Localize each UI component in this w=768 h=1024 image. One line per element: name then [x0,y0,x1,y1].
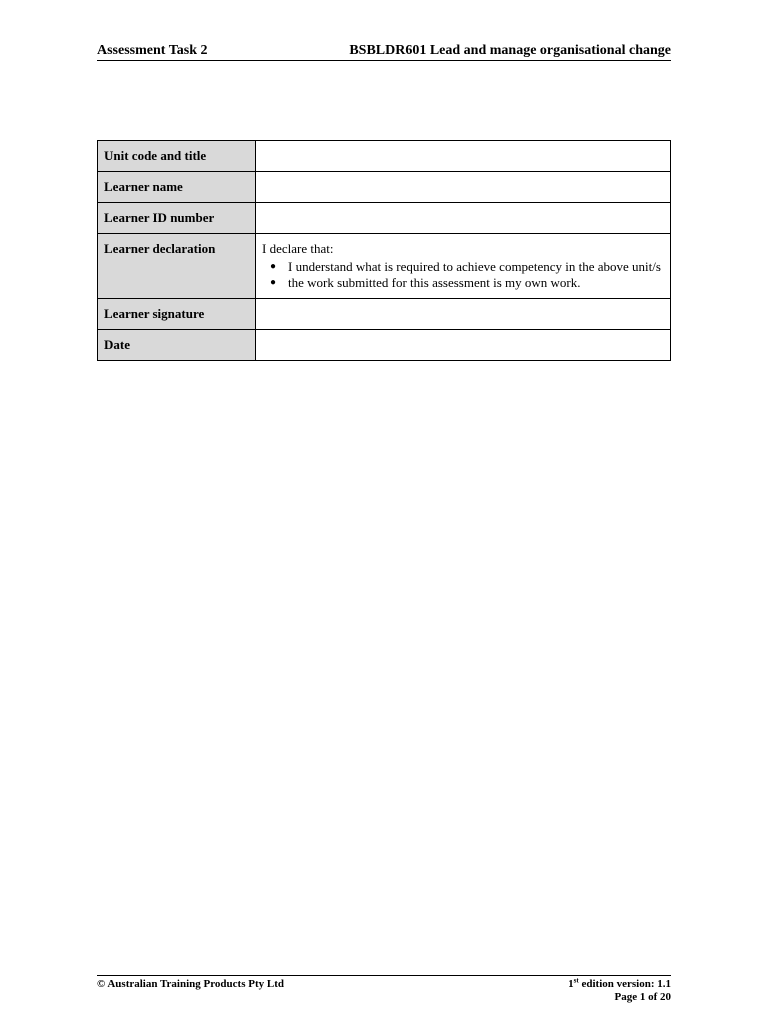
learner-declaration-table [97,140,671,361]
bullet-icon: ● [270,277,277,288]
list-item [262,259,664,275]
learner-signature-label: Learner signature [98,299,256,330]
page-header [97,42,671,61]
learner-id-field[interactable] [256,203,671,234]
bullet-icon: ● [270,261,277,272]
date-field[interactable] [256,330,671,361]
learner-declaration-cell [256,234,671,299]
learner-signature-field[interactable] [256,299,671,330]
date-label: Date [98,330,256,361]
table-row [98,203,671,234]
learner-name-label: Learner name [98,172,256,203]
table-row [98,330,671,361]
footer-copyright: © Australian Training Products Pty Ltd [97,978,284,990]
table-row [98,141,671,172]
learner-id-label: Learner ID number [98,203,256,234]
footer-page-number: Page 1 of 20 [614,991,671,1003]
page-footer [97,975,671,1003]
table-row [98,299,671,330]
edition-suffix: st [573,976,579,985]
edition-number: 1 [568,978,574,990]
unit-code-label: Unit code and title [98,141,256,172]
table-row [98,234,671,299]
table-row [98,172,671,203]
learner-declaration-label: Learner declaration [98,234,256,299]
learner-name-field[interactable] [256,172,671,203]
header-unit-title: BSBLDR601 Lead and manage organisational change [349,43,671,58]
footer-edition [568,978,671,991]
declaration-intro: I declare that: [262,241,334,256]
declaration-list [262,259,664,291]
unit-code-field[interactable] [256,141,671,172]
list-item [262,275,664,291]
declaration-item-text: the work submitted for this assessment is my own work. [288,275,581,290]
declaration-item-text: I understand what is required to achieve competency in the above unit/s [288,259,661,274]
footer-edition-block [568,978,671,1004]
header-task-title: Assessment Task 2 [97,43,208,58]
edition-text: edition version: 1.1 [578,978,671,990]
